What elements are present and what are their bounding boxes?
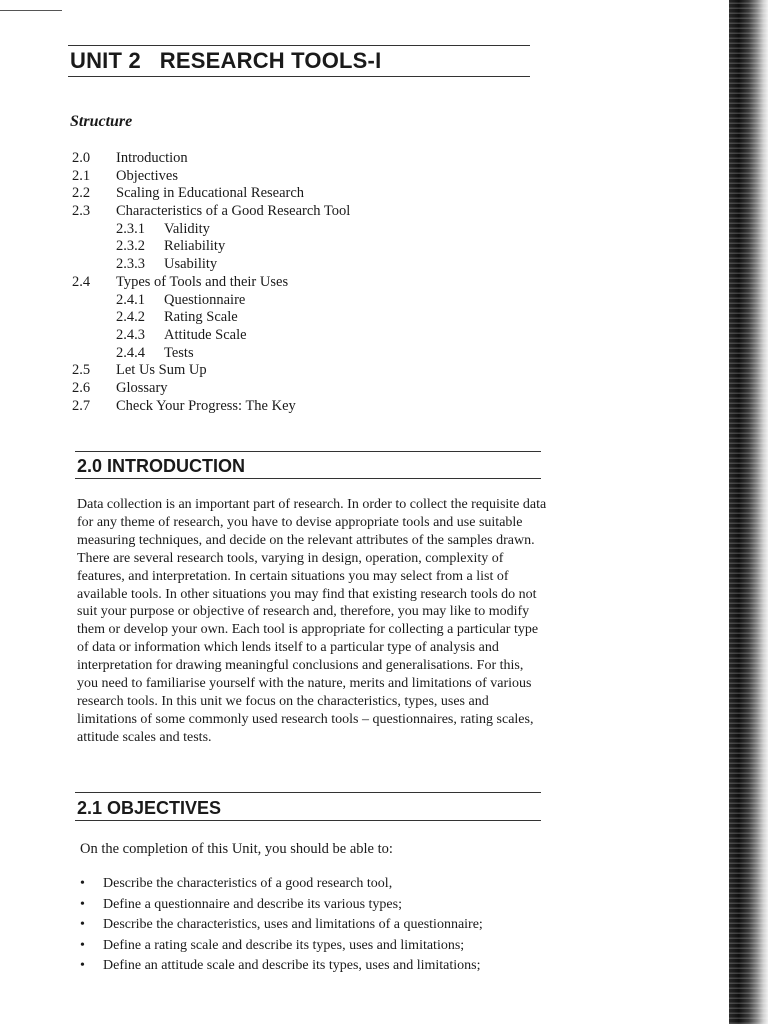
toc-number: 2.3.3 — [116, 256, 145, 273]
toc-title: Objectives — [116, 167, 179, 184]
toc-title: Types of Tools and their Uses — [116, 273, 289, 290]
toc-title: Validity — [164, 220, 210, 237]
toc-number: 2.3.2 — [116, 238, 145, 255]
toc-title: Rating Scale — [164, 309, 238, 326]
bullet-icon: • — [80, 896, 85, 912]
toc-row — [72, 398, 532, 416]
objective-text: Define an attitude scale and describe its types, uses and limitations; — [103, 958, 481, 973]
toc-number: 2.4.4 — [116, 344, 145, 361]
toc-row — [72, 168, 532, 186]
toc-number: 2.4.3 — [116, 326, 145, 343]
objective-text: Describe the characteristics, uses and limitations of a questionnaire; — [103, 917, 483, 932]
introduction-heading: 2.0 INTRODUCTION — [77, 456, 246, 476]
toc-title: Questionnaire — [164, 291, 246, 308]
toc-title: Characteristics of a Good Research Tool — [116, 203, 351, 220]
unit-title: UNIT 2 RESEARCH TOOLS-I — [70, 48, 382, 73]
toc-number: 2.7 — [72, 397, 91, 414]
objectives-rule-bottom — [75, 820, 541, 821]
toc-title: Let Us Sum Up — [116, 362, 207, 379]
objective-item — [78, 936, 548, 957]
objectives-rule-top — [75, 792, 541, 793]
introduction-rule-top — [75, 451, 541, 452]
objective-item — [78, 915, 548, 936]
toc-number: 2.3.1 — [116, 220, 145, 237]
toc-number: 2.6 — [72, 379, 91, 396]
toc-title: Tests — [164, 344, 194, 361]
objective-item — [78, 956, 548, 977]
introduction-paragraph: Data collection is an important part of research. In order to collect the requisite data for any theme of research, you have to devise appropriate tools and use suitable measuring techniques, and decide on the relevant attributes of the samples drawn. There are several research tools, varying in design, operation, complexity of features, and interpretation. In certain situations you may select from a list of available tools. In other situations you may find that existing research tools do not suit your purpose or objective of research and, therefore, you may like to modify them or develop your own. Each tool is appropriate for collecting a particular type of data or information which lends itself to a particular type of analysis and interpretation for drawing meaningful conclusions and generalisations. For this, you need to familiarise yourself with the nature, merits and limitations of various research tools. In this unit we focus on the characteristics, types, uses and limitations of some commonly used research tools – questionnaires, rating scales, attitude scales and tests. — [77, 497, 547, 745]
toc-row — [72, 362, 532, 380]
bullet-icon: • — [80, 876, 85, 891]
scan-corner-mark — [0, 10, 62, 11]
toc-title: Reliability — [164, 238, 226, 255]
toc-number: 2.4 — [72, 273, 91, 290]
structure-heading: Structure — [70, 113, 133, 130]
objectives-heading: 2.1 OBJECTIVES — [77, 798, 222, 818]
toc-row — [72, 185, 532, 203]
toc-number: 2.5 — [72, 362, 91, 379]
toc-row — [72, 203, 532, 221]
toc-number: 2.1 — [72, 167, 91, 184]
bullet-icon: • — [80, 917, 85, 932]
toc-title: Glossary — [116, 379, 168, 396]
objective-text: Define a rating scale and describe its types, uses and limitations; — [103, 937, 465, 953]
toc-row-sub — [72, 292, 532, 310]
toc-number: 2.3 — [72, 203, 91, 220]
objective-item — [78, 874, 548, 895]
toc-row — [72, 150, 532, 168]
objective-text: Define a questionnaire and describe its various types; — [103, 896, 402, 912]
toc-row-sub — [72, 221, 532, 239]
bullet-icon: • — [80, 958, 85, 973]
bullet-icon: • — [80, 937, 85, 953]
toc-title: Check Your Progress: The Key — [116, 397, 296, 414]
toc-row-sub — [72, 345, 532, 363]
title-rule-top — [68, 45, 530, 46]
objective-item — [78, 895, 548, 916]
toc-title: Introduction — [116, 150, 188, 166]
toc-row-sub — [72, 238, 532, 256]
toc-title: Usability — [164, 256, 218, 273]
objectives-intro: On the completion of this Unit, you should be able to: — [80, 841, 393, 857]
title-rule-bottom — [68, 76, 530, 77]
toc-row-sub — [72, 327, 532, 345]
toc-row-sub — [72, 309, 532, 327]
objective-text: Describe the characteristics of a good research tool, — [103, 876, 393, 891]
toc-number: 2.4.2 — [116, 309, 145, 326]
toc-title: Scaling in Educational Research — [116, 185, 305, 202]
toc-row-sub — [72, 256, 532, 274]
toc-number: 2.4.1 — [116, 291, 145, 308]
toc-row — [72, 274, 532, 292]
toc-title: Attitude Scale — [164, 326, 247, 343]
scan-binding-shadow — [729, 0, 768, 1024]
toc-row — [72, 380, 532, 398]
toc-number: 2.2 — [72, 185, 91, 202]
introduction-rule-bottom — [75, 478, 541, 479]
table-of-contents — [72, 150, 532, 415]
objectives-list — [78, 874, 548, 977]
toc-number: 2.0 — [72, 150, 91, 166]
